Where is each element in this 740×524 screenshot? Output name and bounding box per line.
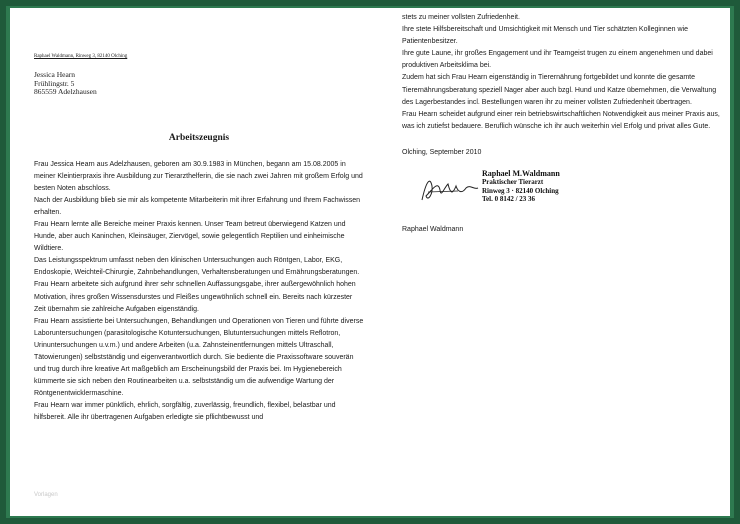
paragraph: Frau Jessica Hearn aus Adelzhausen, geboren am 30.9.1983 in München, begann am 15.08.2005 in meiner Kleintierpraxis ihre Ausbildung zur Tierarzthelferin, die sie nach zwei Jahren mit großem Erfolg und besten Noten abschloss. bbox=[34, 160, 363, 192]
paragraph: Das Leistungsspektrum umfasst neben den klinischen Untersuchungen auch Röntgen, Labor, EKG, Endoskopie, Weichteil-Chirurgie, Zahnbehandlungen, Verhaltensberatungen und Ernährungsberatungen. bbox=[34, 257, 360, 277]
sender-line: Raphael Waldmann, Rinweg 3, 82140 Olching bbox=[34, 54, 128, 59]
stamp-name: Raphael M.Waldmann bbox=[482, 168, 560, 178]
left-body bbox=[34, 159, 364, 425]
paragraph: Nach der Ausbildung blieb sie mir als kompetente Mitarbeiterin mit ihrer Erfahrung und Ihrem Fachwissen erhalten. bbox=[34, 196, 361, 216]
handwritten-signature bbox=[418, 172, 482, 206]
recipient-address bbox=[34, 71, 364, 97]
left-column bbox=[34, 54, 364, 425]
recipient-name: Jessica Hearn bbox=[34, 70, 76, 79]
paragraph: Frau Hearn assistierte bei Untersuchungen, Behandlungen und Operationen von Tieren und führte diverse Laboruntersuchungen (parasitologische Kotuntersuchungen, Blutuntersuchungen mittels Reflotron, Urinuntersuchungen u.v.m.) und andere Arbeiten (u.a. Zahnsteinentfernungen mittels Ultraschall, Tätowierungen) selbstständig und eigenverantwortlich durch. Sie bediente die Praxissoftware souverän und trug durch ihre kreative Art maßgeblich am Erscheinungsbild der Praxis bei. Im Hygienebereich kümmerte sie sich neben den Routinearbeiten u.a. selbstständig um die aufwendige Wartung der Röntgenentwicklermaschine. bbox=[34, 317, 364, 398]
signature-block bbox=[402, 168, 722, 216]
paragraph: Ihre gute Laune, ihr großes Engagement und ihr Teamgeist trugen zu einem angenehmen und dabei produktiven Arbeitsklima bei. bbox=[402, 50, 713, 70]
stamp-role: Praktischer Tierarzt bbox=[482, 178, 544, 187]
paragraph: Zudem hat sich Frau Hearn eigenständig in Tierernährung fortgebildet und konnte die gesamte Tierernährungsberatung speziell Nager aber auch bzgl. Hund und Katze übernehmen, die Verwaltung des Lagerbestandes incl. Bestellungen waren ihr zu meiner vollsten Zufriedenheit übertragen. bbox=[402, 74, 717, 106]
right-body bbox=[402, 12, 722, 133]
faint-footer-text: Vorlagen bbox=[34, 492, 58, 498]
paragraph: Ihre stete Hilfsbereitschaft und Umsichtigkeit mit Mensch und Tier schätzten Kolleginnen wie Patientenbesitzer. bbox=[402, 26, 688, 46]
paragraph: Frau Hearn lernte alle Bereiche meiner Praxis kennen. Unser Team betreut überwiegend Katzen und Hunde, aber auch Kaninchen, Kleinsäuger, Ziervögel, sowie gelegentlich Reptilien und einheimische Wildtiere. bbox=[34, 220, 346, 253]
recipient-street: Frühlingstr. 5 bbox=[34, 78, 75, 88]
practice-stamp bbox=[482, 170, 560, 204]
signer-name: Raphael Waldmann bbox=[402, 225, 464, 233]
stamp-address: Rinweg 3 · 82140 Olching bbox=[482, 186, 559, 195]
stamp-phone: Tel. 0 8142 / 23 36 bbox=[482, 195, 536, 204]
place-date: Olching, September 2010 bbox=[402, 148, 482, 156]
paragraph: Frau Hearn scheidet aufgrund einer rein betriebswirtschaftlichen Notwendigkeit aus meiner Praxis aus, was ich zutiefst bedauere. Beruflich wünsche ich ihr auch weiterhin viel Erfolg und privat alles Gute. bbox=[402, 110, 720, 130]
paragraph: Frau Hearn war immer pünktlich, ehrlich, sorgfältig, zuverlässig, freundlich, flexibel, belastbar und hilfsbereit. Alle ihr übertragenen Aufgaben erledigte sie pflichtbewusst und bbox=[34, 402, 336, 422]
recipient-city: 865559 Adelzhausen bbox=[34, 87, 97, 96]
paragraph: stets zu meiner vollsten Zufriedenheit. bbox=[402, 14, 520, 21]
paragraph: Frau Hearn arbeitete sich aufgrund ihrer sehr schnellen Auffassungsgabe, ihrer außergewöhnlich hohen Motivation, ihres großen Wissensdurstes und Fleißes ungewöhnlich schnell ein. Bereits nach kürzester Zeit übernahm sie zahlreiche Aufgaben eigenständig. bbox=[34, 281, 356, 313]
right-column bbox=[402, 12, 722, 233]
document-title: Arbeitszeugnis bbox=[168, 132, 230, 143]
document-page bbox=[10, 8, 730, 516]
